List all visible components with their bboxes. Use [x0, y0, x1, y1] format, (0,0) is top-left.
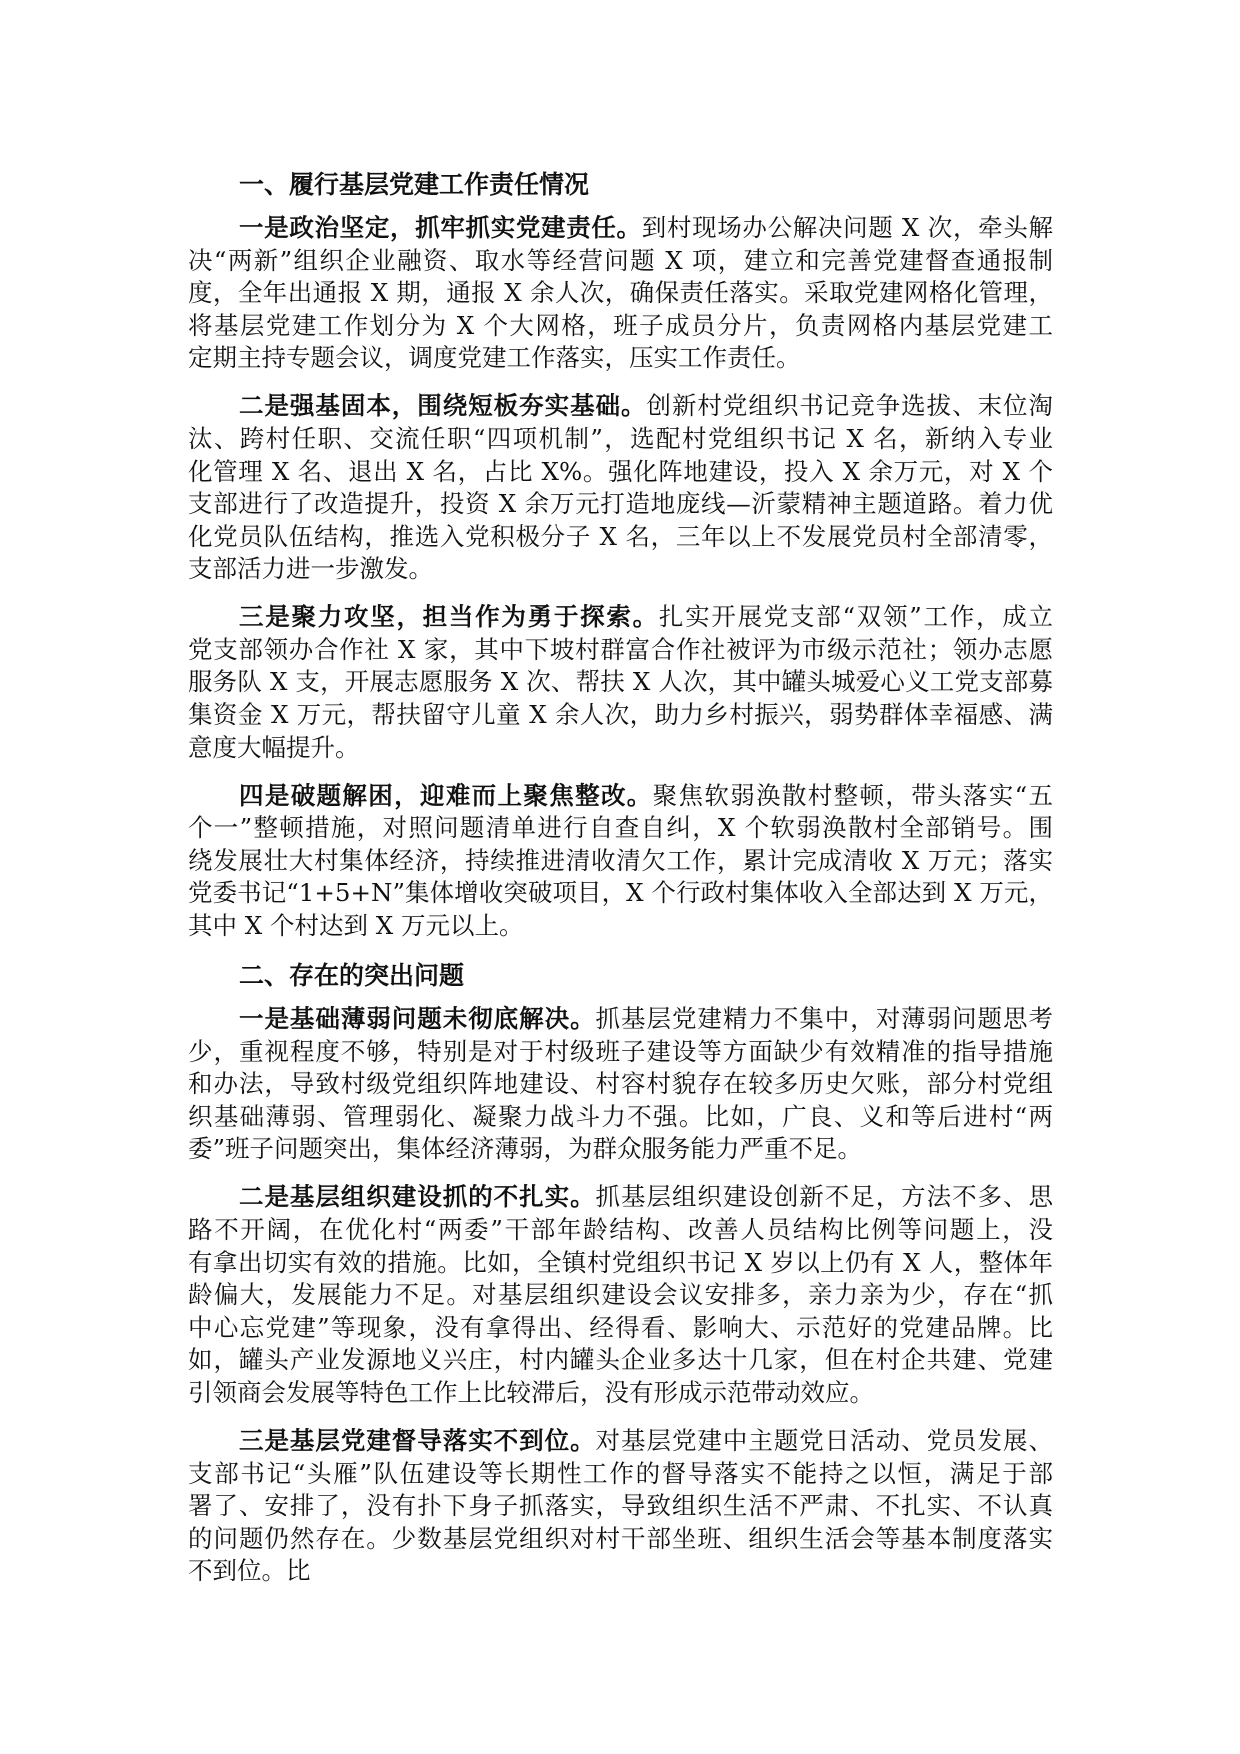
paragraph-line: 支部活力进一步激发。	[188, 554, 433, 584]
paragraph-line: 集资金 X 万元，帮扶留守儿童 X 余人次，助力乡村振兴，弱势群体幸福感、满	[188, 700, 1053, 730]
paragraph-lead: 四是破题解困，迎难而上聚焦整改。	[239, 780, 653, 810]
section-heading: 二、存在的突出问题	[239, 961, 465, 991]
paragraph-line: 引领商会发展等特色工作上比较滞后，没有形成示范带动效应。	[188, 1377, 874, 1407]
paragraph-line: 支部书记“头雁”队伍建设等长期性工作的督导落实不能持之以恒，满足于部	[188, 1458, 1053, 1488]
paragraph-line: 汰、跨村任职、交流任职“四项机制”，选配村党组织书记 X 名，新纳入专业	[188, 423, 1053, 453]
paragraph	[188, 1181, 1053, 1409]
paragraph-line: 度，全年出通报 X 期，通报 X 余人次，确保责任落实。采取党建网格化管理，	[188, 278, 1053, 308]
paragraph-line: 化党员队伍结构，推选入党积极分子 X 名，三年以上不发展党员村全部清零，	[188, 521, 1053, 551]
paragraph-line: 不到位。比	[188, 1556, 311, 1586]
paragraph-line: 定期主持专题会议，调度党建工作落实，压实工作责任。	[188, 343, 801, 373]
paragraph-line: 将基层党建工作划分为 X 个大网格，班子成员分片，负责网格内基层党建工	[188, 310, 1053, 340]
paragraph-line: 决“两新”组织企业融资、取水等经营问题 X 项，建立和完善党建督查通报制	[188, 245, 1053, 275]
paragraph-line: 党支部领办合作社 X 家，其中下坡村群富合作社被评为市级示范社；领办志愿	[188, 634, 1053, 664]
paragraph-line: 少，重视程度不够，特别是对于村级班子建设等方面缺少有效精准的指导措施	[188, 1036, 1053, 1066]
paragraph-line: 如，罐头产业发源地义兴庄，村内罐头企业多达十几家，但在村企共建、党建	[188, 1345, 1053, 1375]
paragraph-line: 支部进行了改造提升，投资 X 余万元打造地庞线—沂蒙精神主题道路。着力优	[188, 489, 1053, 519]
paragraph-lead: 一是政治坚定，抓牢抓实党建责任。	[239, 212, 642, 242]
paragraph-text: 抓基层组织建设创新不足，方法不多、思	[595, 1182, 1053, 1212]
paragraph-text: 抓基层党建精力不集中，对薄弱问题思考	[595, 1004, 1053, 1033]
paragraph-lead: 二是基层组织建设抓的不扎实。	[239, 1182, 596, 1212]
paragraph-line: 龄偏大，发展能力不足。对基层组织建设会议安排多，亲力亲为少，存在“抓	[188, 1280, 1053, 1310]
paragraph-line: 织基础薄弱、管理弱化、凝聚力战斗力不强。比如，广良、义和等后进村“两	[188, 1101, 1053, 1131]
paragraph-line: 署了、安排了，没有扑下身子抓落实，导致组织生活不严肃、不扎实、不认真	[188, 1491, 1053, 1521]
document-page	[188, 169, 1053, 1588]
paragraph-lead: 三是聚力攻坚，担当作为勇于探索。	[239, 602, 659, 632]
paragraph-line: 化管理 X 名、退出 X 名，占比 X%。强化阵地建设，投入 X 余万元，对 X 个	[188, 456, 1053, 486]
paragraph-line: 和办法，导致村级党组织阵地建设、村容村貌存在较多历史欠账，部分村党组	[188, 1069, 1053, 1099]
paragraph-line	[188, 1425, 1053, 1458]
paragraph-line: 委”班子问题突出，集体经济薄弱，为群众服务能力严重不足。	[188, 1134, 863, 1164]
paragraph	[188, 390, 1053, 586]
paragraph-line: 党委书记“1+5+N”集体增收突破项目，X 个行政村集体收入全部达到 X 万元，	[188, 878, 1053, 908]
paragraph	[188, 1425, 1053, 1588]
paragraph-text: 聚焦软弱涣散村整顿，带头落实“五	[652, 780, 1053, 810]
paragraph-lead: 二是强基固本，围绕短板夯实基础。	[239, 391, 647, 421]
paragraph	[188, 601, 1053, 764]
paragraph-line	[188, 212, 1053, 245]
paragraph	[188, 1003, 1053, 1166]
paragraph-text: 到村现场办公解决问题 X 次，牵头解	[641, 212, 1053, 242]
paragraph-line	[188, 601, 1053, 634]
paragraph-line: 的问题仍然存在。少数基层党组织对村干部坐班、组织生活会等基本制度落实	[188, 1523, 1053, 1553]
paragraph-line	[188, 1003, 1053, 1036]
paragraph	[188, 780, 1053, 943]
paragraph-line: 有拿出切实有效的措施。比如，全镇村党组织书记 X 岁以上仍有 X 人，整体年	[188, 1247, 1053, 1277]
paragraph-text: 扎实开展党支部“双领”工作，成立	[658, 602, 1053, 632]
paragraph-line: 中心忘党建”等现象，没有拿得出、经得看、影响大、示范好的党建品牌。比	[188, 1312, 1053, 1342]
paragraph-line	[188, 1181, 1053, 1214]
section-heading: 一、履行基层党建工作责任情况	[239, 170, 590, 199]
paragraph	[188, 212, 1053, 375]
paragraph-lead: 三是基层党建督导落实不到位。	[239, 1425, 596, 1455]
paragraph-line: 服务队 X 支，开展志愿服务 X 次、帮扶 X 人次，其中罐头城爱心义工党支部募	[188, 667, 1053, 697]
paragraph-line: 绕发展壮大村集体经济，持续推进清收清欠工作，累计完成清收 X 万元；落实	[188, 845, 1053, 875]
paragraph-line: 其中 X 个村达到 X 万元以上。	[188, 911, 524, 941]
paragraph-line: 意度大幅提升。	[188, 732, 360, 762]
paragraph-line: 个一”整顿措施，对照问题清单进行自查自纠，X 个软弱涣散村全部销号。围	[188, 813, 1053, 843]
paragraph-line: 路不开阔，在优化村“两委”干部年龄结构、改善人员结构比例等问题上，没	[188, 1214, 1053, 1244]
paragraph-line	[188, 780, 1053, 813]
paragraph-text: 创新村党组织书记竞争选拔、末位淘	[646, 391, 1053, 421]
paragraph-lead: 一是基础薄弱问题未彻底解决。	[239, 1004, 596, 1033]
paragraph-line	[188, 390, 1053, 423]
paragraph-text: 对基层党建中主题党日活动、党员发展、	[595, 1425, 1053, 1455]
